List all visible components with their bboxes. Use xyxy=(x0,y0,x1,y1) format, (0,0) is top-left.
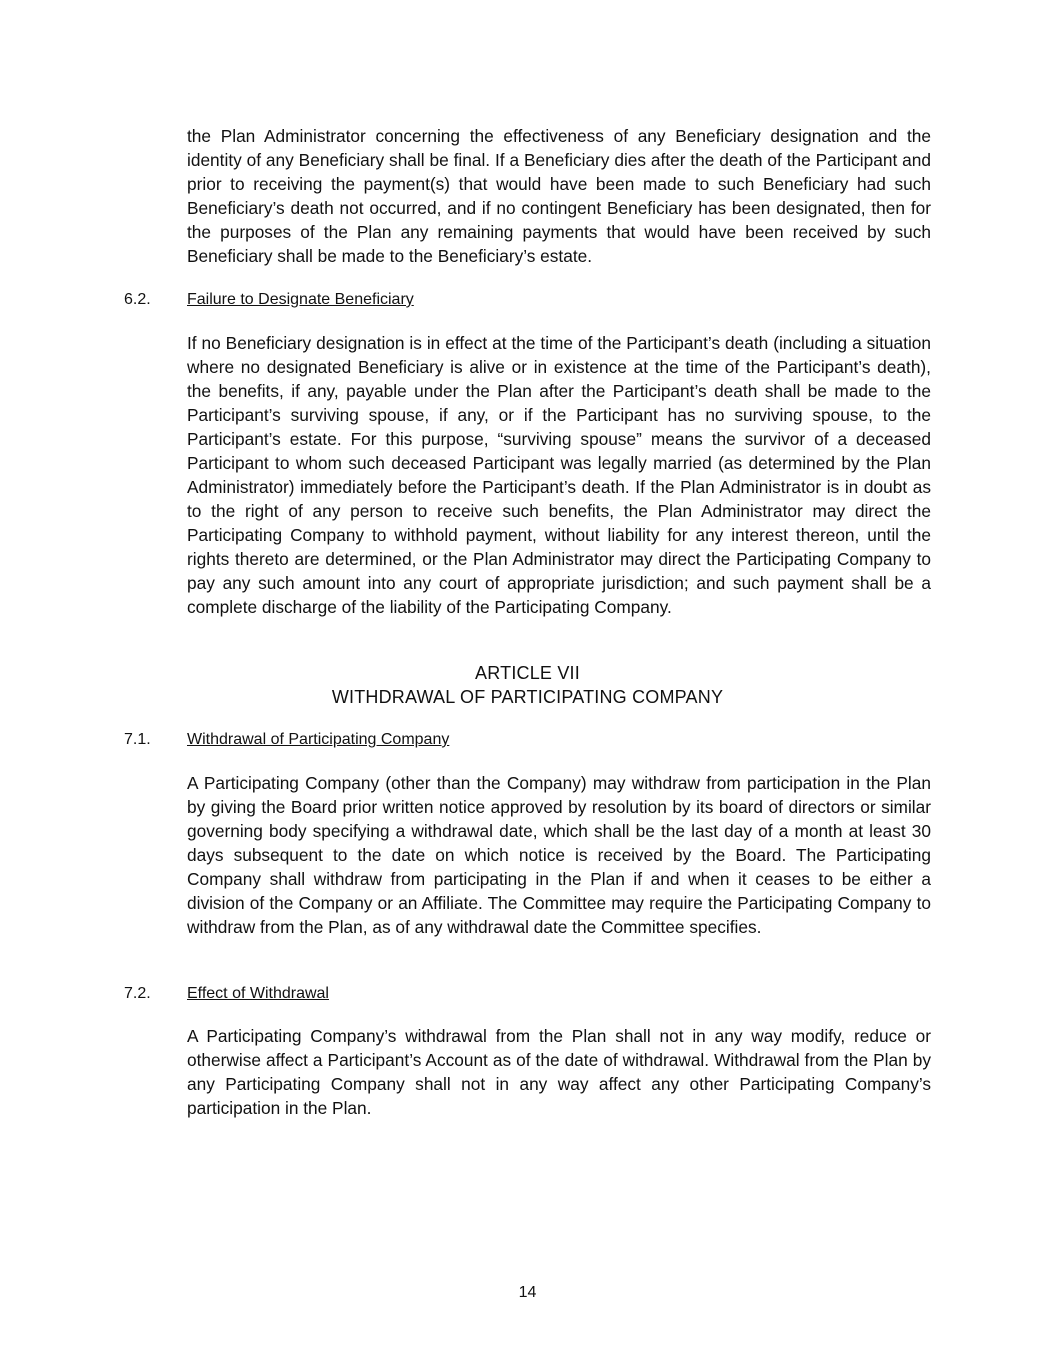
section-6-2-title: Failure to Designate Beneficiary xyxy=(187,291,414,308)
section-7-2-body: A Participating Company’s withdrawal from the Plan shall not in any way modify, reduce or otherwise affect a Participant’s Account as of the date of withdrawal. Withdrawal from the Plan by any Participating Company shall not in any way affect any other Participating Company’s participation in the Plan. xyxy=(187,1026,931,1118)
intro-paragraph: the Plan Administrator concerning the effectiveness of any Beneficiary designation and the identity of any Beneficiary shall be final. If a Beneficiary dies after the death of the Participant and prior to receiving the payment(s) that would have been made to such Beneficiary had such Beneficiary’s death not occurred, and if no contingent Beneficiary has been designated, then for the purposes of the Plan any remaining payments that would have been received by such Beneficiary shall be made to the Beneficiary’s estate. xyxy=(187,126,931,266)
section-7-1-title: Withdrawal of Participating Company xyxy=(187,731,450,748)
section-7-1-body: A Participating Company (other than the Company) may withdraw from participation in the Plan by giving the Board prior written notice approved by resolution by its board of directors or similar governing body specifying a withdrawal date, which shall be the last day of a month at least 30 days subsequent to the date on which notice is received by the Board. The Participating Company shall withdraw from participating in the Plan if and when it ceases to be either a division of the Company or an Affiliate. The Committee may require the Participating Company to withdraw from the Plan, as of any withdrawal date the Committee specifies. xyxy=(187,773,931,937)
section-7-1-number: 7.1. xyxy=(124,731,151,748)
page-number: 14 xyxy=(518,1284,537,1301)
section-6-2-number: 6.2. xyxy=(124,291,151,308)
section-7-2-title: Effect of Withdrawal xyxy=(187,985,329,1002)
section-7-2-number: 7.2. xyxy=(124,985,151,1002)
article-title: WITHDRAWAL OF PARTICIPATING COMPANY xyxy=(331,687,724,707)
article-number: ARTICLE VII xyxy=(475,663,580,683)
section-6-2-body: If no Beneficiary designation is in effect at the time of the Participant’s death (including a situation where no designated Beneficiary is alive or in existence at the time of the Participant’s death), the benefits, if any, payable under the Plan after the Participant’s death shall be made to the Participant’s surviving spouse, if any, or if the Participant has no surviving spouse, to the Participant’s estate. For this purpose, “surviving spouse” means the survivor of a deceased Participant to whom such deceased Participant was legally married (as determined by the Plan Administrator) immediately before the Participant’s death. If the Plan Administrator is in doubt as to the right of any person to receive such benefits, the Plan Administrator may direct the Participating Company to withhold payment, without liability for any interest thereon, until the rights thereto are determined, or the Plan Administrator may direct the Participating Company to pay any such amount into any court of appropriate jurisdiction; and such payment shall be a complete discharge of the liability of the Participating Company. xyxy=(187,333,931,617)
